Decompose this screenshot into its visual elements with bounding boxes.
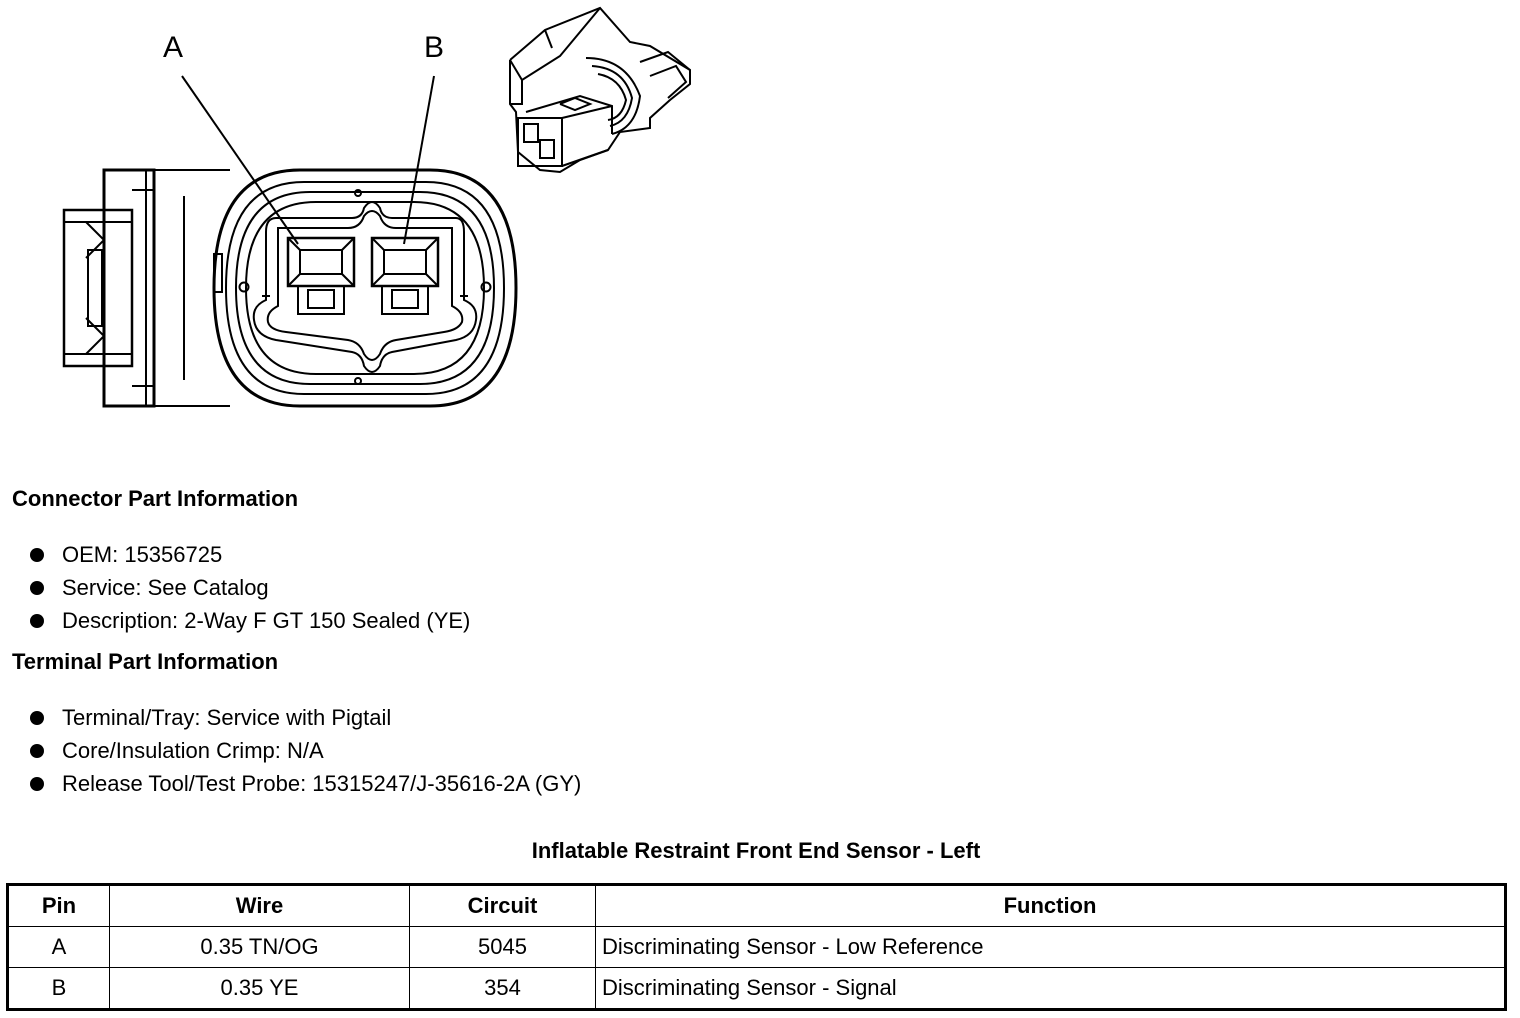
bullet-icon [30, 711, 44, 725]
terminal-tray-value: Terminal/Tray: Service with Pigtail [62, 705, 392, 730]
list-item [28, 604, 470, 637]
cell-function: Discriminating Sensor - Low Reference [596, 927, 1506, 968]
list-item [28, 538, 470, 571]
cell-pin: A [8, 927, 110, 968]
list-item [28, 701, 581, 734]
service-value: Service: See Catalog [62, 575, 269, 600]
list-item [28, 767, 581, 800]
bullet-icon [30, 614, 44, 628]
terminal-info-heading: Terminal Part Information [12, 649, 279, 674]
bullet-icon [30, 777, 44, 791]
bullet-icon [30, 744, 44, 758]
header-circuit: Circuit [410, 885, 596, 927]
bullet-icon [30, 581, 44, 595]
header-function: Function [596, 885, 1506, 927]
table-title: Inflatable Restraint Front End Sensor - Left [531, 838, 981, 863]
cell-circuit: 5045 [410, 927, 596, 968]
cell-pin: B [8, 968, 110, 1010]
pinout-table [6, 883, 1507, 1011]
description-value: Description: 2-Way F GT 150 Sealed (YE) [62, 608, 471, 633]
header-pin: Pin [8, 885, 110, 927]
bullet-icon [30, 548, 44, 562]
header-wire: Wire [110, 885, 410, 927]
list-item [28, 571, 470, 604]
cell-wire: 0.35 TN/OG [110, 927, 410, 968]
list-item [28, 734, 581, 767]
callout-b: B [424, 31, 445, 64]
cell-wire: 0.35 YE [110, 968, 410, 1010]
terminal-info-list [28, 701, 581, 800]
table-row [8, 927, 1506, 968]
connector-thumbnail [510, 8, 690, 172]
crimp-value: Core/Insulation Crimp: N/A [62, 738, 324, 763]
connector-diagram [0, 0, 760, 440]
table-header-row [8, 885, 1506, 927]
connector-info-heading: Connector Part Information [12, 486, 299, 511]
release-tool-value: Release Tool/Test Probe: 15315247/J-35616-2A (GY) [62, 771, 582, 796]
cell-circuit: 354 [410, 968, 596, 1010]
connector-info-list [28, 538, 470, 637]
callout-a: A [163, 31, 184, 64]
cell-function: Discriminating Sensor - Signal [596, 968, 1506, 1010]
oem-value: OEM: 15356725 [62, 542, 223, 567]
table-row [8, 968, 1506, 1010]
